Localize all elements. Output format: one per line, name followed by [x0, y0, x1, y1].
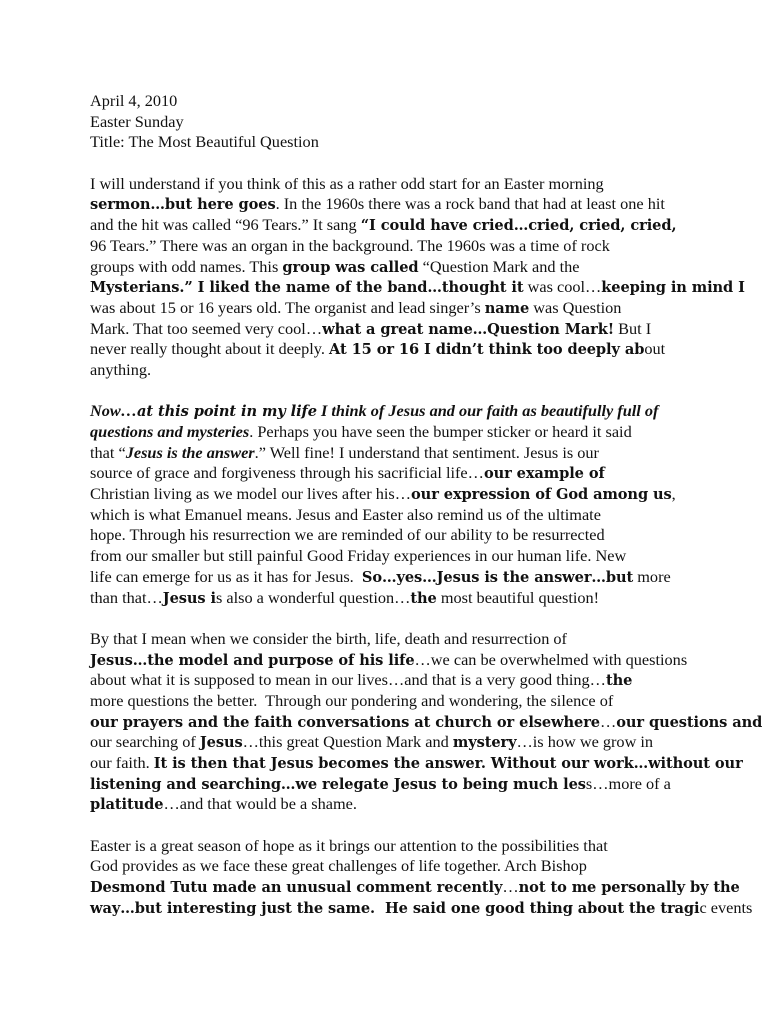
paragraph-spacer: [90, 608, 680, 629]
emphasized-text: our example of: [483, 465, 605, 483]
text-line: [90, 732, 680, 753]
emphasized-text: Jesus: [199, 734, 243, 752]
emphasized-text: It is then that Jesus becomes the answer. Without our work…without our: [153, 755, 743, 772]
text-run: anything.: [90, 359, 152, 379]
emphasized-text: I think of Jesus and our faith as beautifully full of: [316, 401, 659, 421]
text-line: [90, 505, 680, 526]
text-run: most beautiful question!: [436, 587, 600, 607]
text-run: hope. Through his resurrection we are reminded of our ability to be resurrected: [90, 525, 605, 545]
text-line: [90, 257, 680, 278]
text-line: [90, 422, 680, 443]
text-line: [90, 897, 753, 919]
text-run: …and that would be a shame.: [163, 794, 357, 814]
text-line: [90, 174, 680, 195]
paragraph: [90, 173, 745, 381]
paragraph-spacer: [90, 381, 680, 402]
body-paragraphs: [90, 173, 763, 919]
text-run: …we can be overwhelmed with questions: [414, 649, 688, 669]
emphasized-text: our questions and: [616, 713, 763, 731]
emphasized-text: listening and searching…we relegate Jesus to being much les: [90, 775, 586, 793]
text-run: But I: [614, 318, 652, 338]
text-run: was Question: [529, 297, 622, 317]
text-run: and the hit was called “96 Tears.” It sang: [90, 215, 361, 235]
text-run: life can emerge for us as it has for Jesus.: [90, 566, 362, 586]
text-run: God provides as we face these great challenges of life together. Arch Bishop: [90, 856, 587, 876]
text-line: [90, 877, 740, 898]
emphasized-text: Mysterians.” I liked the name of the band…thought it: [90, 279, 524, 297]
text-run: …: [600, 711, 617, 731]
document-title: Title: The Most Beautiful Question: [90, 132, 319, 152]
text-run: out: [644, 339, 666, 359]
paragraph-spacer: [90, 815, 680, 836]
text-run: s…more of a: [585, 773, 671, 793]
text-line: [90, 546, 680, 567]
text-line: [90, 277, 745, 298]
emphasized-text: the: [605, 672, 633, 690]
text-run: which is what Emanuel means. Jesus and Easter also remind us of the ultimate: [90, 504, 601, 524]
text-run: groups with odd names. This: [90, 256, 283, 276]
emphasized-text: what a great name…Question Mark!: [322, 320, 615, 338]
text-line: [90, 339, 680, 360]
text-line: [90, 463, 680, 484]
paragraph: [90, 835, 753, 919]
document-date: April 4, 2010: [90, 91, 178, 110]
text-line: [90, 856, 680, 877]
text-run: “Question Mark and the: [418, 256, 580, 276]
text-line: [90, 753, 743, 774]
text-line: [90, 670, 680, 691]
emphasized-text: At 15 or 16 I didn’t think too deeply ab: [329, 341, 645, 359]
emphasized-text: questions and mysteries: [90, 422, 250, 441]
text-run: never really thought about it deeply.: [90, 339, 330, 359]
document-occasion: Easter Sunday: [90, 111, 184, 131]
text-line: [90, 567, 680, 588]
emphasized-text: our prayers and the faith conversations at church or elsewhere: [90, 713, 600, 731]
paragraph: [90, 401, 680, 608]
text-run: Easter is a great season of hope as it brings our attention to the possibilities that: [90, 835, 608, 855]
text-run: s also a wonderful question…: [215, 587, 411, 607]
emphasized-text: not to me personally by the: [518, 879, 740, 897]
text-run: c events: [699, 897, 753, 917]
text-line: [90, 484, 680, 505]
text-line: [90, 525, 680, 546]
text-line: [90, 360, 680, 381]
emphasized-text: Now…: [90, 401, 138, 421]
text-line: [90, 691, 680, 712]
text-run: .” Well fine! I understand that sentiment. Jesus is our: [254, 442, 599, 462]
text-run: …: [502, 877, 519, 897]
emphasized-text: Jesus…the model and purpose of his life: [90, 651, 415, 669]
text-run: was cool…: [523, 277, 602, 297]
text-line: [90, 319, 680, 340]
text-run: By that I mean when we consider the birth, life, death and resurrection of: [90, 628, 567, 648]
emphasized-text: way…but interesting just the same. He said one good thing about the tragi: [90, 899, 700, 917]
text-run: 96 Tears.” There was an organ in the background. The 1960s was a time of rock: [90, 235, 610, 255]
emphasized-text: mystery: [452, 734, 517, 752]
emphasized-text: at this point in my life: [137, 403, 317, 421]
emphasized-text: sermon…but here goes: [90, 196, 276, 214]
text-run: about what it is supposed to mean in our lives…and that is a very good thing…: [90, 670, 606, 690]
emphasized-text: keeping in mind I: [601, 279, 745, 297]
text-line: [90, 836, 680, 857]
text-run: from our smaller but still painful Good Friday experiences in our human life. New: [90, 546, 627, 566]
text-line: [90, 236, 680, 257]
text-run: that “: [90, 442, 126, 462]
text-line: [90, 774, 680, 795]
paragraph-spacer: [90, 153, 680, 174]
text-run: . In the 1960s there was a rock band that had at least one hit: [275, 194, 665, 214]
emphasized-text: “I could have cried…cried, cried, cried,: [360, 217, 677, 235]
text-line: [90, 215, 680, 236]
emphasized-text: Jesus is the answer: [125, 442, 255, 462]
text-line: [90, 711, 763, 733]
text-run: …this great Question Mark and: [242, 732, 453, 752]
text-run: than that…: [90, 587, 163, 607]
emphasized-text: name: [484, 299, 530, 317]
emphasized-text: So…yes…Jesus is the answer…but: [361, 568, 634, 586]
text-run: ,: [671, 484, 676, 504]
text-run: I will understand if you think of this as a rather odd start for an Easter morning: [90, 173, 604, 193]
text-line: [90, 649, 688, 671]
emphasized-text: platitude: [90, 796, 164, 814]
text-run: was about 15 or 16 years old. The organist and lead singer’s: [90, 297, 485, 317]
emphasized-text: the: [410, 589, 437, 607]
emphasized-text: Desmond Tutu made an unusual comment recently: [90, 879, 503, 897]
text-line: [90, 629, 680, 650]
emphasized-text: our expression of God among us: [411, 486, 672, 504]
sermon-document: [90, 91, 763, 919]
text-line: [90, 194, 680, 215]
text-line: [90, 588, 680, 609]
text-line: [90, 401, 680, 422]
text-run: …is how we grow in: [516, 732, 654, 752]
text-run: . Perhaps you have seen the bumper sticker or heard it said: [249, 422, 632, 441]
emphasized-text: Jesus i: [162, 589, 216, 607]
text-run: more: [633, 566, 671, 586]
text-line: [90, 794, 680, 815]
text-run: source of grace and forgiveness through his sacrificial life…: [90, 463, 484, 483]
text-run: Mark. That too seemed very cool…: [90, 318, 323, 338]
text-run: more questions the better. Through our pondering and wondering, the silence of: [90, 690, 614, 710]
paragraph: [90, 628, 763, 815]
text-run: Christian living as we model our lives after his…: [90, 484, 412, 504]
text-run: our faith.: [90, 753, 154, 772]
emphasized-text: group was called: [282, 258, 419, 276]
text-line: [90, 443, 680, 464]
text-line: [90, 298, 680, 319]
text-run: our searching of: [90, 732, 200, 752]
